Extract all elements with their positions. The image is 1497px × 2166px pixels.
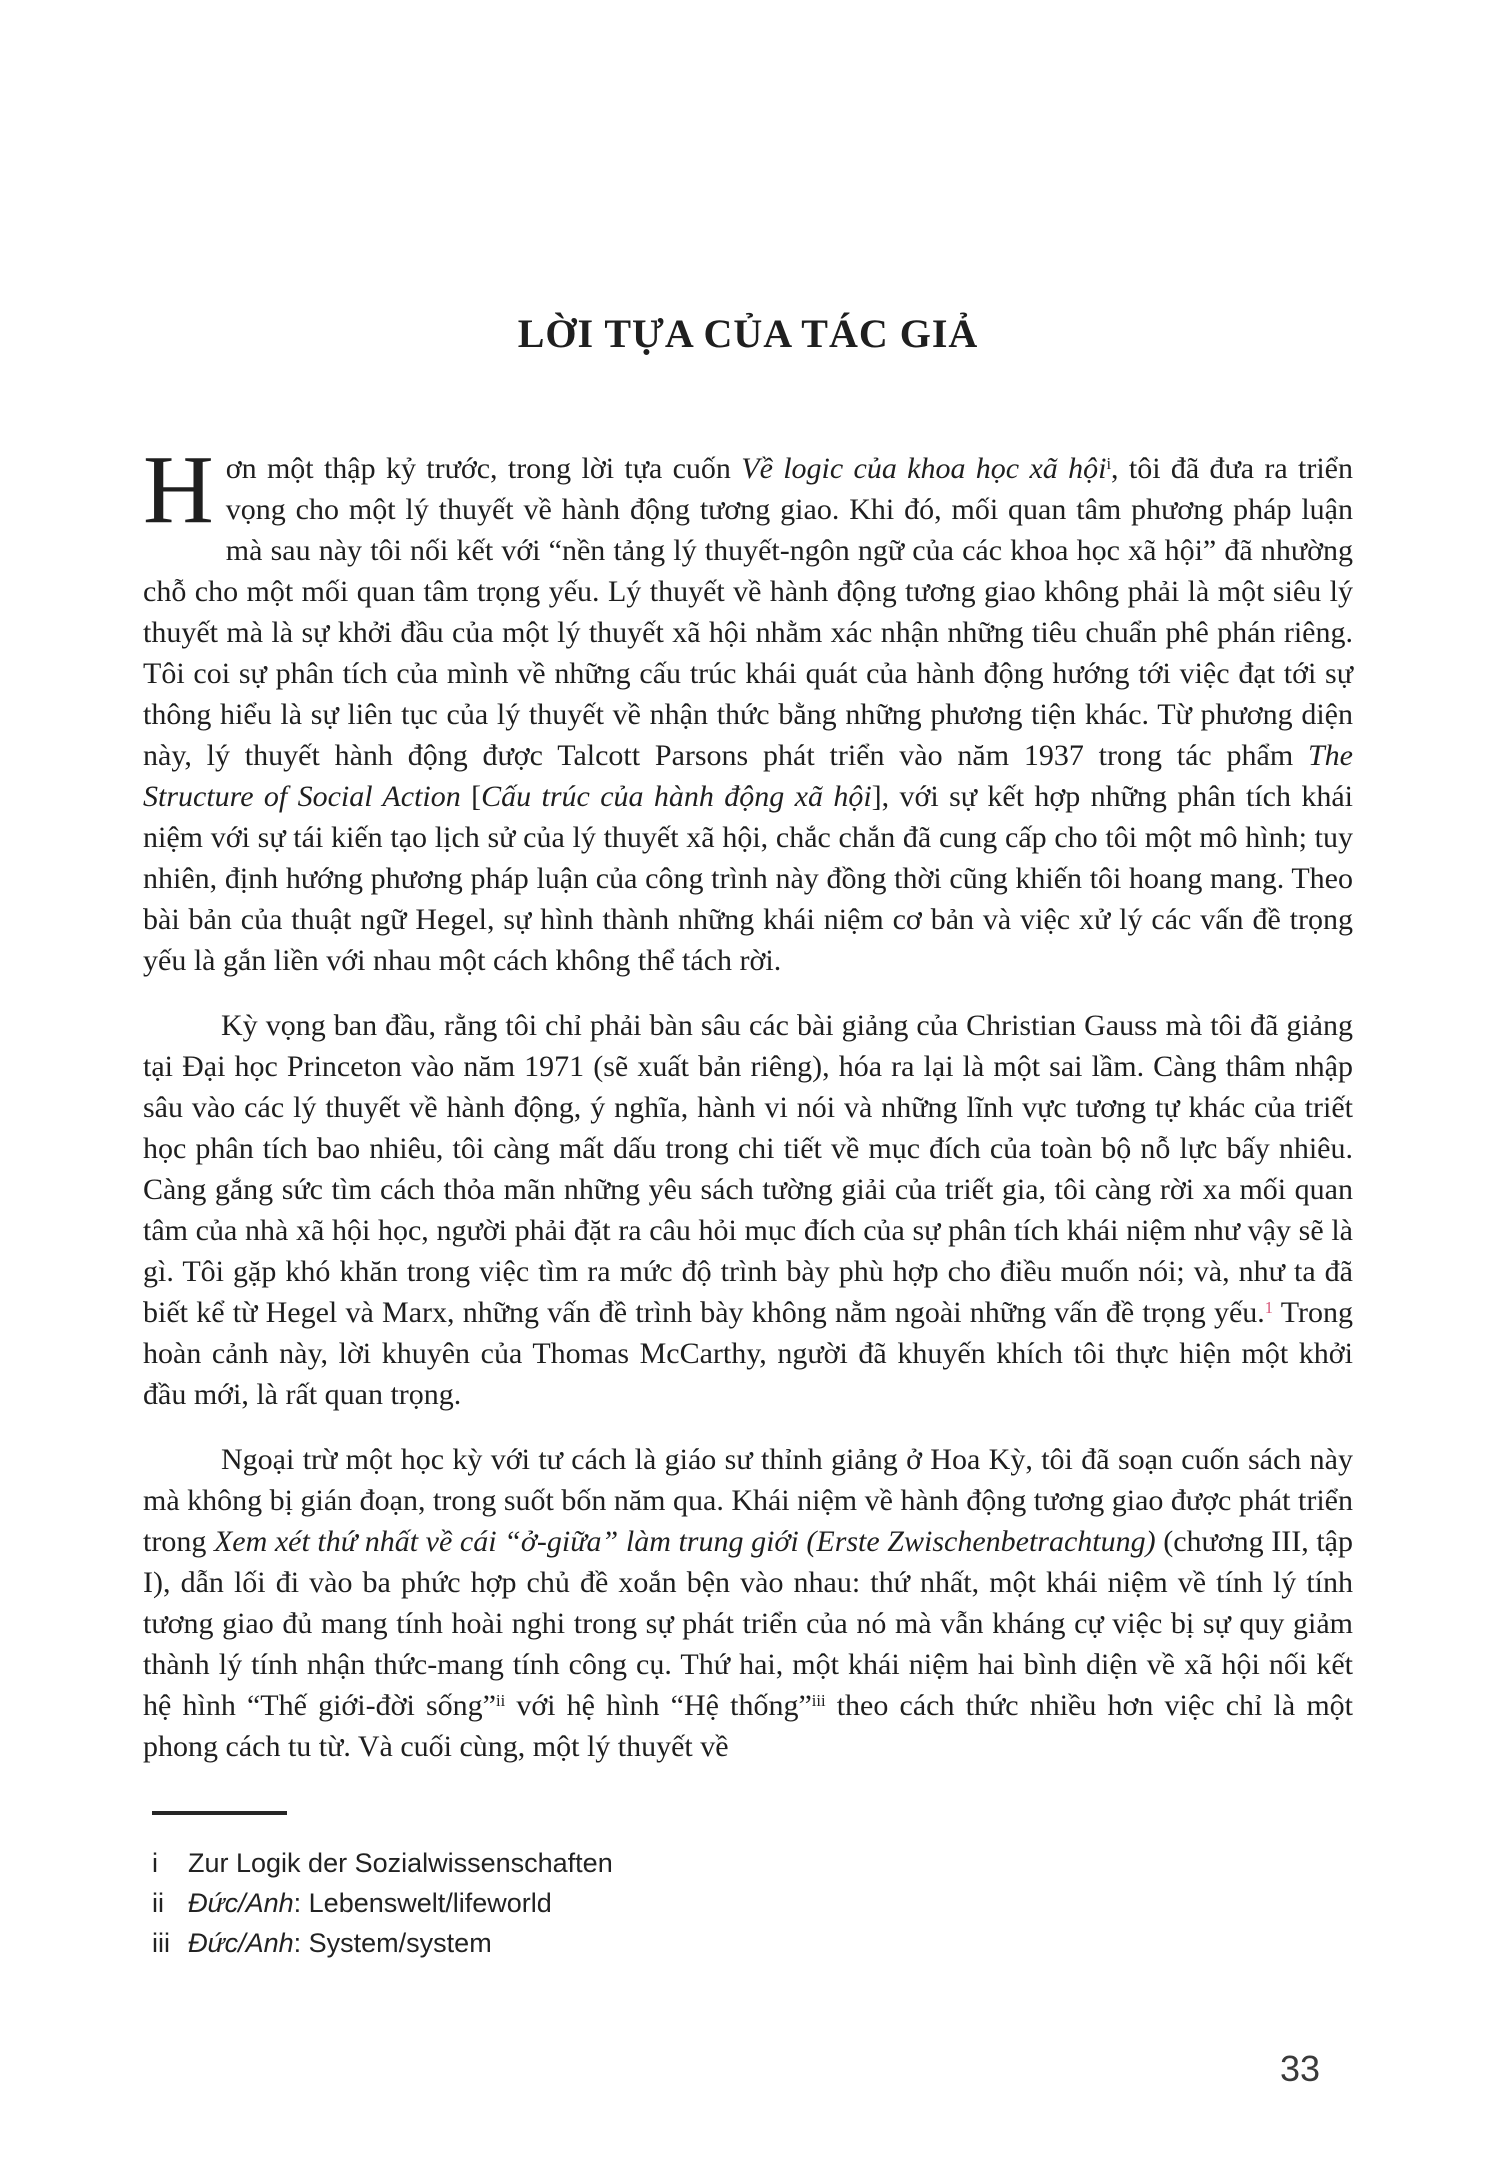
text-segment: [ [460, 780, 482, 813]
text-segment: Đức/Anh [188, 1888, 294, 1918]
body-paragraph-3 [143, 1439, 1353, 1767]
body-paragraph-1 [143, 436, 1353, 981]
drop-cap: H [143, 436, 214, 544]
footnote-item [152, 1843, 1353, 1883]
footnote-reference: ii [495, 1690, 506, 1710]
footnote-reference: i [1106, 453, 1112, 473]
footnote-marker: ii [152, 1888, 164, 1918]
paragraph-text [143, 436, 1353, 977]
text-segment: Zur Logik der Sozialwissenschaften [188, 1848, 613, 1878]
footnote-text [188, 1843, 1353, 1883]
text-segment: ], với sự kết hợp những phân tích khái niệm với sự tái kiến tạo lịch sử của lý thuyết xã hội, chắc chắn đã cung cấp cho tôi một mô hình; tuy nhiên, định hướng phương pháp luận của công trình này đồng thời cũng khiến tôi hoang mang. Theo bài bản của thuật ngữ Hegel, sự hình thành những khái niệm cơ bản và việc xử lý các vấn đề trọng yếu là gắn liền với nhau một cách không thể tách rời. [143, 780, 1353, 977]
text-segment: The Structure of Social Action [143, 739, 1353, 813]
text-segment: Ngoại trừ một học kỳ với tư cách là giáo sư thỉnh giảng ở Hoa Kỳ, tôi đã soạn cuốn sách này mà không bị gián đoạn, trong suốt bốn năm qua. Khái niệm về hành động tương giao được phát triển trong [143, 1443, 1353, 1558]
text-segment: theo cách thức nhiều hơn việc chỉ là một phong cách tu từ. Và cuối cùng, một lý thuyết về [143, 1689, 1353, 1763]
text-segment: (chương III, tập I), dẫn lối đi vào ba phức hợp chủ đề xoắn bện vào nhau: thứ nhất, một khái niệm về tính lý tính tương giao đủ mang tính hoài nghi trong sự phát triển của nó mà vẫn kháng cự việc bị sự quy giảm thành lý tính nhận thức-mang tính công cụ. Thứ hai, một khái niệm hai bình diện về xã hội nối kết hệ hình “Thế giới-đời sống” [143, 1525, 1353, 1722]
footnote-list [152, 1843, 1353, 1963]
text-segment: Cấu trúc của hành động xã hội [481, 780, 872, 813]
footnote-text [188, 1923, 1353, 1963]
text-segment: với hệ hình “Hệ thống” [505, 1689, 812, 1722]
text-segment: Về logic của khoa học xã hội [741, 452, 1107, 485]
footnote-marker: i [152, 1848, 158, 1878]
footnote-separator [152, 1811, 287, 1815]
body-paragraph-2 [143, 1005, 1353, 1415]
page-title: LỜI TỰA CỦA TÁC GIẢ [517, 311, 979, 356]
text-segment: , tôi đã đưa ra triển vọng cho một lý thuyết về hành động tương giao. Khi đó, mối quan tâm phương pháp luận mà sau này tôi nối kết với “nền tảng lý thuyết-ngôn ngữ của các khoa học xã hội” đã nhường chỗ cho một mối quan tâm trọng yếu. Lý thuyết về hành động tương giao không phải là một siêu lý thuyết mà là sự khởi đầu của một lý thuyết xã hội nhằm xác nhận những tiêu chuẩn phê phán riêng. Tôi coi sự phân tích của mình về những cấu trúc khái quát của hành động hướng tới việc đạt tới sự thông hiểu là sự liên tục của lý thuyết về nhận thức bằng những phương tiện khác. Từ phương diện này, lý thuyết hành động được Talcott Parsons phát triển vào năm 1937 trong tác phẩm [143, 452, 1353, 772]
footnote-text [188, 1883, 1353, 1923]
text-segment: : Lebenswelt/lifeworld [293, 1888, 552, 1918]
text-segment: Xem xét thứ nhất về cái “ở-giữa” làm trung giới (Erste Zwischenbetrachtung) [213, 1525, 1156, 1558]
page-content [143, 312, 1353, 1963]
footnote-item [152, 1883, 1353, 1923]
footnote-reference: iii [811, 1690, 826, 1710]
text-segment: Trong hoàn cảnh này, lời khuyên của Thomas McCarthy, người đã khuyến khích tôi thực hiện một khởi đầu mới, là rất quan trọng. [143, 1296, 1354, 1411]
footnote-reference: 1 [1264, 1297, 1274, 1317]
text-segment: Kỳ vọng ban đầu, rằng tôi chỉ phải bàn sâu các bài giảng của Christian Gauss mà tôi đã giảng tại Đại học Princeton vào năm 1971 (sẽ xuất bản riêng), hóa ra lại là một sai lầm. Càng thâm nhập sâu vào các lý thuyết về hành động, ý nghĩa, hành vi nói và những lĩnh vực tương tự khác của triết học phân tích bao nhiêu, tôi càng mất dấu trong chi tiết về mục đích của toàn bộ nỗ lực bấy nhiêu. Càng gắng sức tìm cách thỏa mãn những yêu sách tường giải của triết gia, tôi càng rời xa mối quan tâm của nhà xã hội học, người phải đặt ra câu hỏi mục đích của sự phân tích khái niệm như vậy sẽ là gì. Tôi gặp khó khăn trong việc tìm ra mức độ trình bày phù hợp cho điều muốn nói; và, như ta đã biết kể từ Hegel và Marx, những vấn đề trình bày không nằm ngoài những vấn đề trọng yếu. [143, 1009, 1353, 1329]
page-number: 33 [1279, 2048, 1320, 2089]
footnote-marker: iii [152, 1928, 170, 1958]
text-segment: ơn một thập kỷ trước, trong lời tựa cuốn [225, 452, 742, 485]
text-segment: Đức/Anh [188, 1928, 294, 1958]
footnote-item [152, 1923, 1353, 1963]
text-segment: : System/system [293, 1928, 492, 1958]
